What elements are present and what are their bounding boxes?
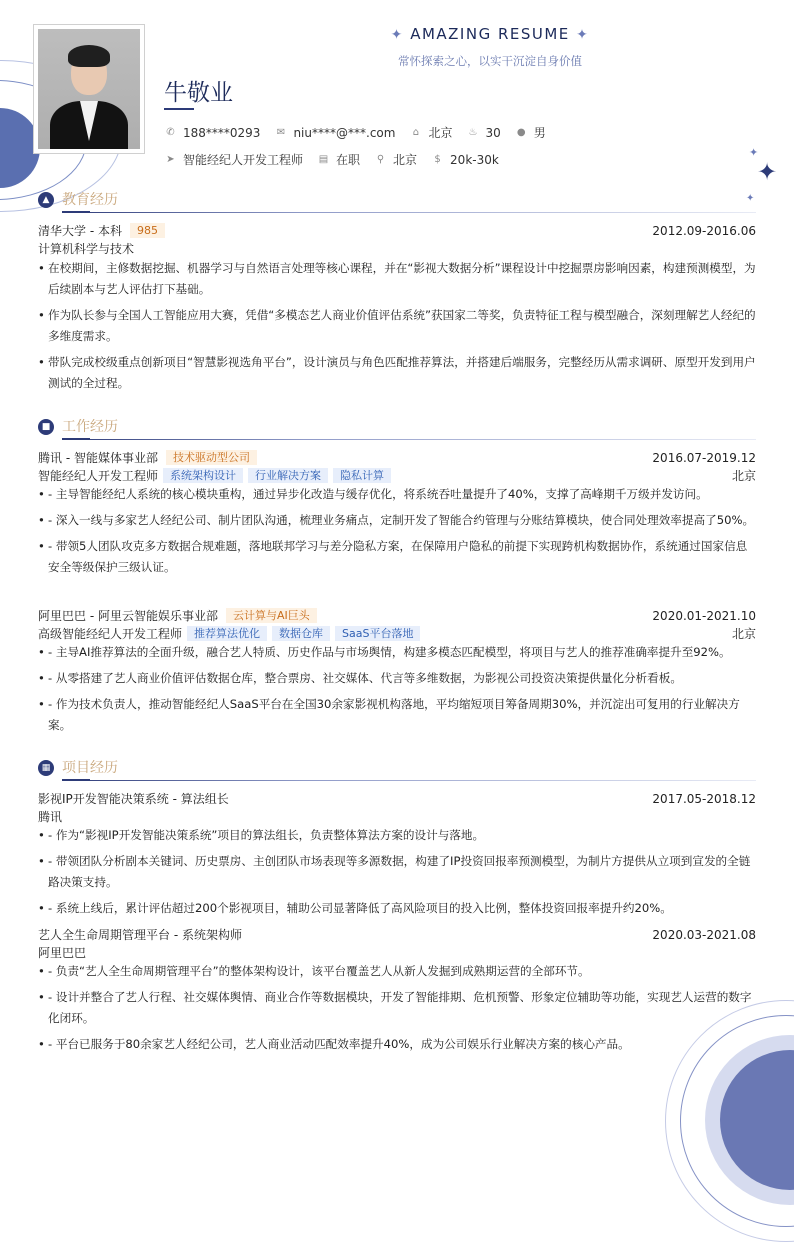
person-name: 牛敬业 bbox=[164, 80, 233, 106]
job-city: ⚲ 北京 bbox=[374, 151, 417, 168]
money-icon: $ bbox=[434, 154, 441, 165]
project-header bbox=[38, 790, 756, 807]
project-org: 阿里巴巴 bbox=[38, 946, 87, 960]
contact-age: ♨ 30 bbox=[466, 126, 500, 140]
company-name: 阿里巴巴 - 阿里云智能娱乐事业部 bbox=[38, 609, 218, 623]
star-icon: ✦ bbox=[390, 27, 404, 43]
briefcase-icon: ▤ bbox=[318, 154, 329, 165]
list-item: • - 负责“艺人全生命周期管理平台”的整体架构设计，该平台覆盖艺人从新人发掘到成熟期运营的全部环节。 bbox=[38, 961, 756, 982]
school-tag: 985 bbox=[130, 223, 165, 238]
section-divider-accent bbox=[62, 211, 90, 213]
section-divider bbox=[62, 439, 756, 440]
list-item: • - 作为“影视IP开发智能决策系统”项目的算法组长，负责整体算法方案的设计与落地。 bbox=[38, 825, 756, 846]
company-name: 腾讯 - 智能媒体事业部 bbox=[38, 451, 158, 465]
school-name: 清华大学 - 本科 bbox=[38, 224, 122, 238]
list-item: • - 从零搭建了艺人商业价值评估数据仓库，整合票房、社交媒体、代言等多维数据，为影视公司投资决策提供量化分析看板。 bbox=[38, 668, 756, 689]
job-header bbox=[38, 449, 756, 466]
job-date: 2016.07-2019.12 bbox=[652, 450, 756, 465]
brand-title: ✦ AMAZING RESUME ✦ bbox=[390, 25, 590, 43]
job-bullets bbox=[38, 484, 756, 583]
mail-icon: ✉ bbox=[276, 127, 286, 138]
project-date: 2017.05-2018.12 bbox=[652, 791, 756, 806]
contact-row bbox=[164, 124, 560, 141]
education-section-title: 教育经历 bbox=[62, 192, 118, 208]
job-date: 2020.01-2021.10 bbox=[652, 608, 756, 623]
list-item: • - 带领5人团队攻克多方数据合规难题，落地联邦学习与差分隐私方案，在保障用户隐私的前提下实现跨机构数据协作，系统通过国家信息安全等级保护三级认证。 bbox=[38, 536, 756, 578]
job-salary: $ 20k-30k bbox=[431, 153, 499, 167]
skill-tag: 数据仓库 bbox=[272, 626, 330, 641]
list-item: • 在校期间，主修数据挖掘、机器学习与自然语言处理等核心课程，并在“影视大数据分析”课程设计中挖掘票房影响因素，构建预测模型，为后续剧本与艺人评估打下基础。 bbox=[38, 258, 756, 300]
motto: 常怀探索之心，以实干沉淀自身价值 bbox=[398, 54, 582, 68]
project-name: 影视IP开发智能决策系统 - 算法组长 bbox=[38, 792, 229, 806]
skill-tag: 隐私计算 bbox=[333, 468, 391, 483]
project-header bbox=[38, 926, 756, 943]
project-org: 腾讯 bbox=[38, 810, 63, 824]
profile-photo bbox=[33, 24, 145, 154]
project-bullets bbox=[38, 825, 756, 924]
job-city: 北京 bbox=[731, 627, 756, 641]
education-header bbox=[38, 222, 756, 239]
project-name: 艺人全生命周期管理平台 - 系统架构师 bbox=[38, 928, 242, 942]
education-bullets bbox=[38, 258, 756, 399]
list-item: • 带队完成校级重点创新项目“智慧影视选角平台”，设计演员与角色匹配推荐算法，并搭建后端服务，完整经历从需求调研、原型开发到用户测试的全过程。 bbox=[38, 352, 756, 394]
contact-hometown: ⌂ 北京 bbox=[409, 124, 452, 141]
skill-tag: SaaS平台落地 bbox=[335, 626, 420, 641]
job-bullets bbox=[38, 642, 756, 741]
work-section-title: 工作经历 bbox=[62, 419, 118, 435]
list-item: • - 系统上线后，累计评估超过200个影视项目，辅助公司显著降低了高风险项目的投入比例，整体投资回报率提升约20%。 bbox=[38, 898, 756, 919]
job-position-row bbox=[38, 625, 756, 642]
star-icon: ✦ bbox=[576, 27, 590, 43]
sparkle-icon: ✦ bbox=[757, 158, 778, 186]
list-item: • - 设计并整合了艺人行程、社交媒体舆情、商业合作等数据模块，开发了智能排期、危机预警、形象定位辅助等功能，实现艺人运营的数字化闭环。 bbox=[38, 987, 756, 1029]
contact-email: ✉ niu****@***.com bbox=[274, 126, 395, 140]
briefcase-icon: ■ bbox=[38, 419, 54, 435]
project-date: 2020.03-2021.08 bbox=[652, 927, 756, 942]
section-divider-accent bbox=[62, 438, 90, 440]
job-title: 高级智能经纪人开发工程师 bbox=[38, 627, 183, 641]
sparkle-icon: ✦ bbox=[746, 193, 755, 204]
sparkle-icon: ✦ bbox=[749, 146, 759, 159]
company-tag: 技术驱动型公司 bbox=[166, 450, 257, 465]
job-position-row bbox=[38, 467, 756, 484]
job-city: 北京 bbox=[731, 469, 756, 483]
gender-icon: ● bbox=[516, 127, 526, 138]
list-item: • - 深入一线与多家艺人经纪公司、制片团队沟通，梳理业务痛点，定制开发了智能合约管理与分账结算模块，使合同处理效率提高了50%。 bbox=[38, 510, 756, 531]
name-underline bbox=[164, 108, 194, 110]
major: 计算机科学与技术 bbox=[38, 242, 135, 256]
list-item: • - 带领团队分析剧本关键词、历史票房、主创团队市场表现等多源数据，构建了IP投资回报率预测模型，为制片方提供从立项到宣发的全链路决策支持。 bbox=[38, 851, 756, 893]
job-header bbox=[38, 607, 756, 624]
grid-icon: ▦ bbox=[38, 760, 54, 776]
skill-tag: 行业解决方案 bbox=[248, 468, 328, 483]
skill-tag: 系统架构设计 bbox=[163, 468, 243, 483]
job-intent-row bbox=[164, 151, 513, 168]
phone-icon: ✆ bbox=[166, 127, 175, 138]
list-item: • - 主导AI推荐算法的全面升级，融合艺人特质、历史作品与市场舆情，构建多模态匹配模型，将项目与艺人的推荐准确率提升至92%。 bbox=[38, 642, 756, 663]
section-divider-accent bbox=[62, 779, 90, 781]
project-bullets bbox=[38, 961, 756, 1060]
cake-icon: ♨ bbox=[468, 127, 478, 138]
list-item: • - 作为技术负责人，推动智能经纪人SaaS平台在全国30余家影视机构落地，平均缩短项目筹备周期30%，并沉淀出可复用的行业解决方案。 bbox=[38, 694, 756, 736]
job-title: 智能经纪人开发工程师 bbox=[38, 469, 159, 483]
skill-tag: 推荐算法优化 bbox=[187, 626, 267, 641]
list-item: • - 主导智能经纪人系统的核心模块重构，通过异步化改造与缓存优化，将系统吞吐量提升了40%，支撑了高峰期千万级并发访问。 bbox=[38, 484, 756, 505]
list-item: • 作为队长参与全国人工智能应用大赛，凭借“多模态艺人商业价值评估系统”获国家二等奖，负责特征工程与模型融合，深刻理解艺人经纪的多维度需求。 bbox=[38, 305, 756, 347]
contact-gender: ● 男 bbox=[515, 124, 546, 141]
job-status: ▤ 在职 bbox=[318, 153, 361, 167]
home-icon: ⌂ bbox=[412, 127, 420, 138]
graduation-cap-icon: ▲ bbox=[38, 192, 54, 208]
job-position: ➤ 智能经纪人开发工程师 bbox=[164, 151, 303, 168]
contact-phone: ✆ 188****0293 bbox=[164, 126, 260, 140]
send-icon: ➤ bbox=[166, 154, 175, 165]
list-item: • - 平台已服务于80余家艺人经纪公司，艺人商业活动匹配效率提升40%，成为公司娱乐行业解决方案的核心产品。 bbox=[38, 1034, 756, 1055]
education-date: 2012.09-2016.06 bbox=[652, 223, 756, 238]
company-tag: 云计算与AI巨头 bbox=[226, 608, 317, 623]
section-divider bbox=[62, 780, 756, 781]
projects-section-title: 项目经历 bbox=[62, 760, 118, 776]
section-divider bbox=[62, 212, 756, 213]
location-pin-icon: ⚲ bbox=[376, 154, 385, 165]
